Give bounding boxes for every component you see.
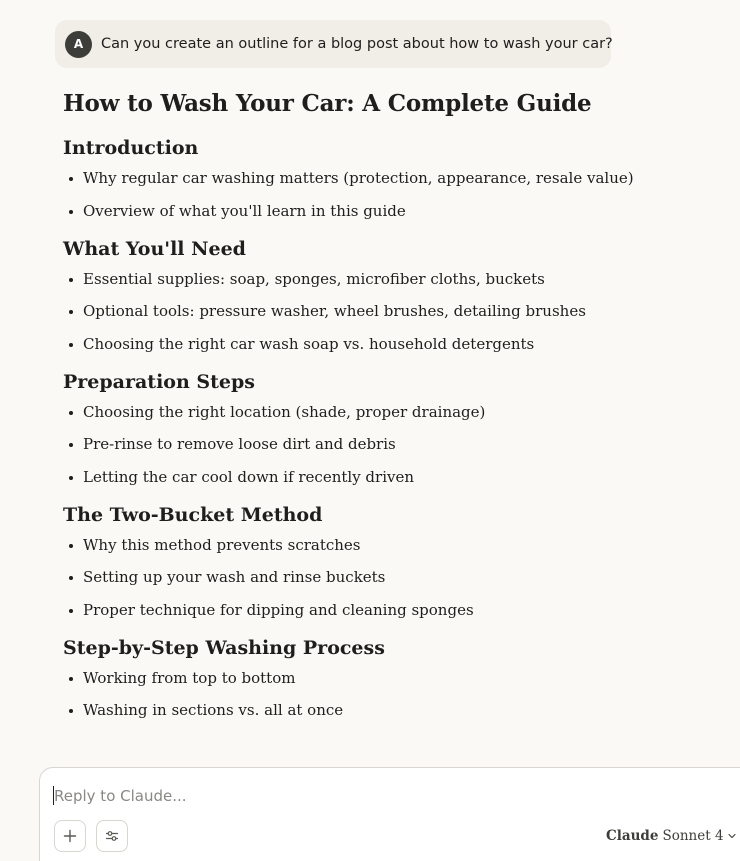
section-heading: Preparation Steps bbox=[63, 370, 255, 393]
text-cursor bbox=[53, 786, 54, 805]
list-item: Choosing the right location (shade, proper drainage) bbox=[63, 402, 703, 422]
reply-composer bbox=[39, 767, 740, 861]
list-item: Setting up your wash and rinse buckets bbox=[63, 567, 703, 587]
model-name: Sonnet 4 bbox=[662, 828, 724, 844]
outline-sections bbox=[63, 135, 703, 720]
chevron-down-icon bbox=[727, 831, 737, 841]
section-list bbox=[63, 269, 703, 354]
user-message-text: Can you create an outline for a blog post about how to wash your car? bbox=[101, 36, 613, 52]
tools-button[interactable] bbox=[96, 820, 128, 852]
list-item: Letting the car cool down if recently driven bbox=[63, 467, 703, 487]
section-list bbox=[63, 402, 703, 487]
section-list bbox=[63, 668, 703, 721]
list-item: Overview of what you'll learn in this guide bbox=[63, 201, 703, 221]
outline-section bbox=[63, 135, 703, 221]
section-list bbox=[63, 168, 703, 221]
outline-section bbox=[63, 236, 703, 354]
list-item: Proper technique for dipping and cleaning sponges bbox=[63, 600, 703, 620]
user-message bbox=[55, 20, 611, 68]
section-heading: Step-by-Step Washing Process bbox=[63, 636, 385, 659]
outline-section bbox=[63, 369, 703, 487]
list-item: Choosing the right car wash soap vs. household detergents bbox=[63, 334, 703, 354]
list-item: Optional tools: pressure washer, wheel brushes, detailing brushes bbox=[63, 301, 703, 321]
model-brand: Claude bbox=[606, 828, 659, 844]
sliders-icon bbox=[105, 829, 119, 843]
model-selector[interactable] bbox=[606, 826, 737, 846]
response-title: How to Wash Your Car: A Complete Guide bbox=[63, 90, 592, 117]
section-heading: Introduction bbox=[63, 137, 199, 159]
user-avatar: A bbox=[65, 31, 92, 58]
list-item: Working from top to bottom bbox=[63, 668, 703, 688]
section-list bbox=[63, 535, 703, 620]
add-attachment-button[interactable] bbox=[54, 820, 86, 852]
reply-input[interactable] bbox=[54, 784, 654, 808]
outline-section bbox=[63, 635, 703, 721]
list-item: Pre-rinse to remove loose dirt and debris bbox=[63, 434, 703, 454]
plus-icon bbox=[63, 829, 77, 843]
list-item: Why this method prevents scratches bbox=[63, 535, 703, 555]
list-item: Washing in sections vs. all at once bbox=[63, 700, 703, 720]
list-item: Essential supplies: soap, sponges, microfiber cloths, buckets bbox=[63, 269, 703, 289]
section-heading: What You'll Need bbox=[63, 237, 246, 260]
assistant-response bbox=[63, 86, 703, 720]
section-heading: The Two-Bucket Method bbox=[63, 503, 323, 526]
list-item: Why regular car washing matters (protection, appearance, resale value) bbox=[63, 168, 703, 188]
outline-section bbox=[63, 502, 703, 620]
